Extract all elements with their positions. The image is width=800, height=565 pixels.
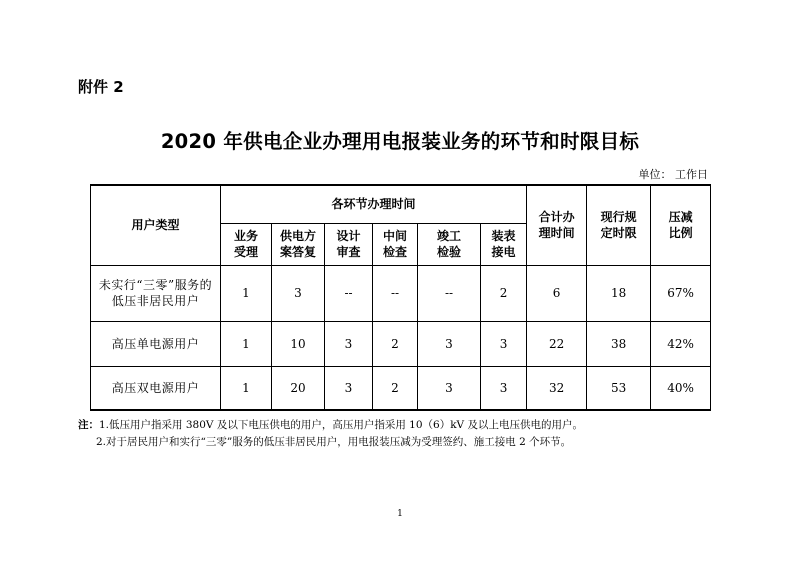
table-notes (78, 417, 583, 451)
cell-stage: -- (373, 265, 418, 321)
cell-stage: -- (418, 265, 481, 321)
cell-current-limit: 18 (587, 265, 651, 321)
header-stage-acceptance: 业务 受理 (221, 223, 272, 265)
note-1-text: 1.低压用户指采用 380V 及以下电压供电的用户，高压用户指采用 10（6）kV 及以上电压供电的用户。 (99, 419, 583, 431)
notes-label: 注： (78, 419, 99, 431)
cell-stage: 3 (481, 366, 527, 410)
header-current-limit: 现行规 定时限 (587, 185, 651, 265)
page-number: 1 (397, 509, 403, 519)
cell-stage: 10 (272, 321, 325, 366)
cell-total: 32 (527, 366, 587, 410)
cell-current-limit: 38 (587, 321, 651, 366)
page-title: 2020 年供电企业办理用电报装业务的环节和时限目标 (160, 130, 640, 153)
cell-current-limit: 53 (587, 366, 651, 410)
cell-total: 22 (527, 321, 587, 366)
cell-stage: 20 (272, 366, 325, 410)
cell-stage: 2 (373, 321, 418, 366)
time-limit-table (90, 184, 711, 411)
cell-reduction: 67% (651, 265, 711, 321)
cell-stage: 3 (272, 265, 325, 321)
header-stage-mid-inspection: 中间 检查 (373, 223, 418, 265)
table-row (91, 265, 711, 321)
cell-user-type: 未实行“三零”服务的 低压非居民用户 (91, 265, 221, 321)
cell-stage: 2 (373, 366, 418, 410)
cell-total: 6 (527, 265, 587, 321)
attachment-label: 附件 2 (78, 78, 124, 96)
note-2: 2.对于居民用户和实行“三零”服务的低压非居民用户，用电报装压减为受理签约、施工接电 2 个环节。 (96, 436, 572, 448)
cell-stage: 3 (325, 321, 373, 366)
header-stage-design-review: 设计 审查 (325, 223, 373, 265)
cell-reduction: 42% (651, 321, 711, 366)
header-stages-group: 各环节办理时间 (221, 185, 527, 223)
cell-stage: 3 (418, 321, 481, 366)
cell-stage: -- (325, 265, 373, 321)
header-reduction-ratio: 压减 比例 (651, 185, 711, 265)
cell-user-type: 高压单电源用户 (91, 321, 221, 366)
header-total: 合计办 理时间 (527, 185, 587, 265)
header-stage-meter-connection: 装表 接电 (481, 223, 527, 265)
table-row (91, 366, 711, 410)
cell-stage: 1 (221, 366, 272, 410)
cell-stage: 3 (418, 366, 481, 410)
cell-stage: 2 (481, 265, 527, 321)
cell-stage: 1 (221, 321, 272, 366)
cell-stage: 3 (325, 366, 373, 410)
header-stage-completion-check: 竣工 检验 (418, 223, 481, 265)
cell-stage: 1 (221, 265, 272, 321)
header-user-type: 用户类型 (91, 185, 221, 265)
unit-label: 单位： 工作日 (638, 168, 708, 181)
cell-stage: 3 (481, 321, 527, 366)
cell-user-type: 高压双电源用户 (91, 366, 221, 410)
note-1 (78, 417, 583, 434)
cell-reduction: 40% (651, 366, 711, 410)
header-stage-scheme-reply: 供电方 案答复 (272, 223, 325, 265)
table-row (91, 321, 711, 366)
